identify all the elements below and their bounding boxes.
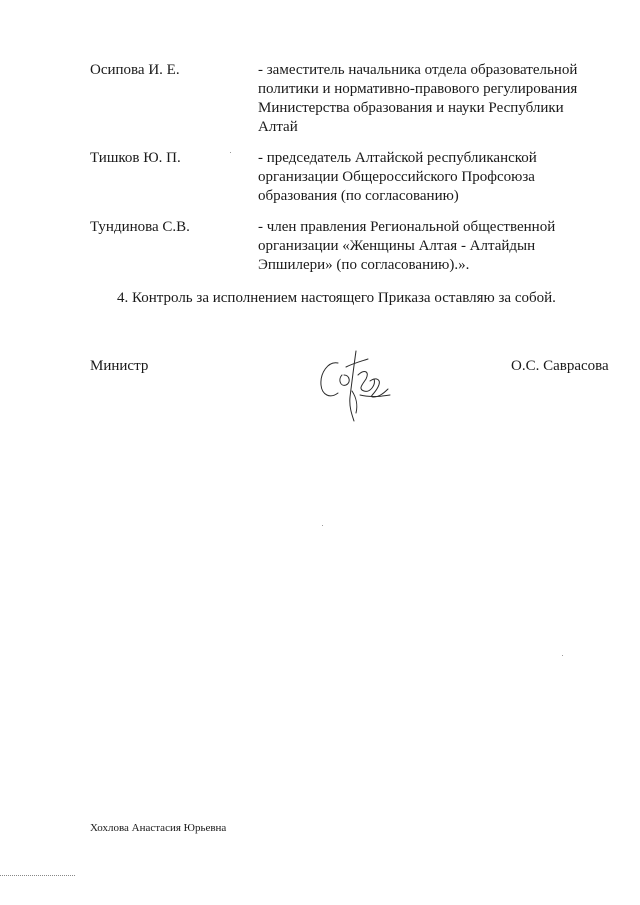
member-role-line: Алтай: [258, 119, 298, 135]
member-role: [258, 61, 598, 137]
scan-speck: [562, 655, 563, 656]
signatory-name: О.С. Саврасова: [511, 358, 609, 374]
member-role-line: - член правления Региональной общественной: [258, 219, 556, 235]
member-name: Осипова И. Е.: [90, 62, 180, 78]
scan-speck: [230, 152, 231, 153]
member-role-line: организации «Женщины Алтая - Алтайдын: [258, 238, 536, 254]
member-role-line: политики и нормативно-правового регулирования: [258, 81, 578, 97]
scan-speck: [322, 525, 323, 526]
handwritten-signature: [312, 345, 402, 425]
scan-edge-line: [0, 875, 75, 877]
member-name: Тишков Ю. П.: [90, 150, 181, 166]
clause-paragraph: 4. Контроль за исполнением настоящего Приказа оставляю за собой.: [117, 290, 556, 306]
member-name: Тундинова С.В.: [90, 219, 190, 235]
member-role-line: Эпшилери» (по согласованию).».: [258, 257, 470, 273]
executor-name: Хохлова Анастасия Юрьевна: [90, 822, 227, 834]
member-role-line: - председатель Алтайской республиканской: [258, 150, 537, 166]
member-role-line: Министерства образования и науки Республики: [258, 100, 564, 116]
member-role: [258, 218, 598, 275]
member-role-line: образования (по согласованию): [258, 188, 459, 204]
member-role: [258, 149, 598, 206]
signatory-title: Министр: [90, 358, 149, 374]
member-role-line: организации Общероссийского Профсоюза: [258, 169, 535, 185]
member-role-line: - заместитель начальника отдела образовательной: [258, 62, 578, 78]
